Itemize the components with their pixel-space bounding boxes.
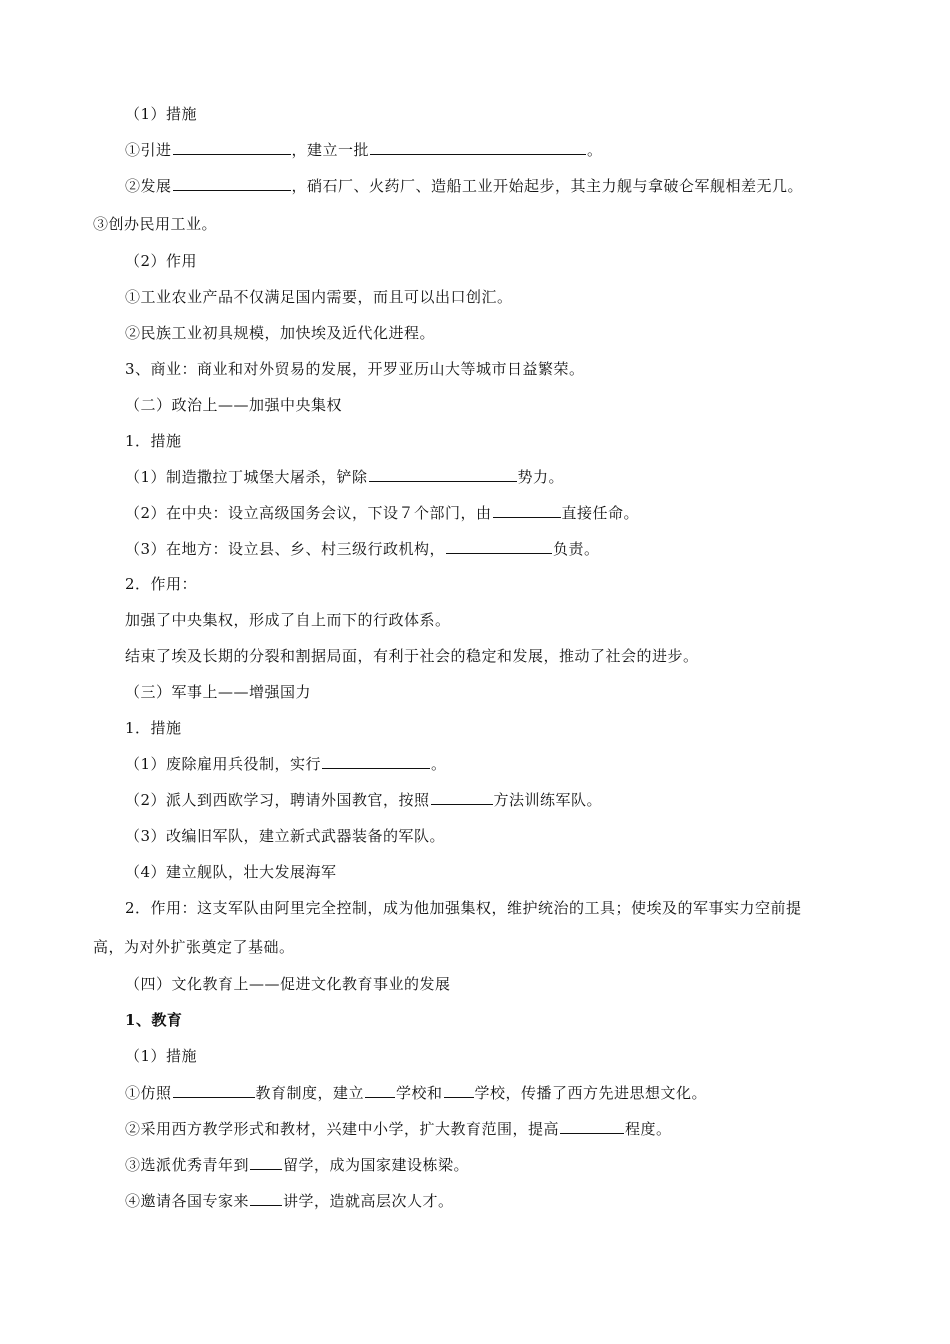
section-heading: （四）文化教育上——促进文化教育事业的发展 <box>125 975 451 993</box>
text-segment: ，硝石厂、火药厂、造船工业开始起步，其主力舰与拿破仑军舰相差无几。 <box>291 177 804 195</box>
text-segment: 势力。 <box>517 468 565 486</box>
text-segment: 学校和 <box>396 1084 443 1102</box>
answer-blank[interactable] <box>369 466 517 482</box>
text-segment: ①引进 <box>125 141 172 159</box>
text-segment: 学校，传播了西方先进思想文化。 <box>474 1084 708 1102</box>
answer-blank[interactable] <box>250 1190 282 1206</box>
text-segment: （3）在地方：设立县、乡、村三级行政机构， <box>125 540 446 558</box>
text-line: 1．措施 <box>125 719 182 737</box>
text-segment: 直接任命。 <box>561 504 640 522</box>
answer-blank[interactable] <box>560 1118 624 1134</box>
text-segment: （2）派人到西欧学习，聘请外国教官，按照 <box>125 791 430 809</box>
text-line: ①工业农业产品不仅满足国内需要，而且可以出口创汇。 <box>125 288 513 306</box>
text-segment: （1）废除雇用兵役制，实行 <box>125 755 322 773</box>
answer-blank[interactable] <box>173 1082 255 1098</box>
answer-blank[interactable] <box>173 139 291 155</box>
fill-in-line <box>125 1118 672 1139</box>
answer-blank[interactable] <box>446 538 552 554</box>
fill-in-line <box>125 175 803 196</box>
answer-blank[interactable] <box>365 1082 395 1098</box>
text-line: （1）措施 <box>125 1047 198 1065</box>
fill-in-line <box>125 789 602 810</box>
text-segment: 方法训练军队。 <box>493 791 603 809</box>
fill-in-line <box>125 1190 454 1211</box>
answer-blank[interactable] <box>431 789 493 805</box>
answer-blank[interactable] <box>444 1082 474 1098</box>
section-heading: （三）军事上——增强国力 <box>125 683 312 701</box>
text-line: （3）改编旧军队，建立新式武器装备的军队。 <box>125 827 446 845</box>
text-line: 高，为对外扩张奠定了基础。 <box>93 938 295 956</box>
text-line: 2．作用： <box>125 575 198 593</box>
text-segment: ②采用西方教学形式和教材，兴建中小学，扩大教育范围，提高 <box>125 1120 560 1138</box>
text-segment: 。 <box>587 141 603 159</box>
text-line: 加强了中央集权，形成了自上而下的行政体系。 <box>125 611 451 629</box>
text-line: 结束了埃及长期的分裂和割据局面，有利于社会的稳定和发展，推动了社会的进步。 <box>125 647 699 665</box>
fill-in-line <box>125 1082 707 1103</box>
answer-blank[interactable] <box>250 1154 282 1170</box>
text-segment: 教育制度，建立 <box>255 1084 365 1102</box>
text-line: 3、商业：商业和对外贸易的发展，开罗亚历山大等城市日益繁荣。 <box>125 360 585 378</box>
fill-in-line <box>125 466 564 487</box>
text-segment: 讲学，造就高层次人才。 <box>283 1192 454 1210</box>
text-segment: ④邀请各国专家来 <box>125 1192 250 1210</box>
fill-in-line <box>125 753 447 774</box>
text-segment: 。 <box>431 755 447 773</box>
answer-blank[interactable] <box>322 753 430 769</box>
fill-in-line <box>125 538 600 559</box>
text-line: （1）措施 <box>125 105 198 123</box>
text-segment: 程度。 <box>625 1120 672 1138</box>
text-segment: ②发展 <box>125 177 172 195</box>
answer-blank[interactable] <box>173 175 291 191</box>
fill-in-line <box>125 139 603 160</box>
subsection-heading: 1、教育 <box>125 1011 183 1029</box>
text-segment: ①仿照 <box>125 1084 172 1102</box>
text-line: ②民族工业初具规模，加快埃及近代化进程。 <box>125 324 436 342</box>
text-segment: （1）制造撒拉丁城堡大屠杀，铲除 <box>125 468 368 486</box>
section-heading: （二）政治上——加强中央集权 <box>125 396 343 414</box>
text-segment: 负责。 <box>553 540 600 558</box>
text-segment: ③选派优秀青年到 <box>125 1156 250 1174</box>
answer-blank[interactable] <box>370 139 586 155</box>
text-line: （2）作用 <box>125 252 198 270</box>
text-line: 2．作用：这支军队由阿里完全控制，成为他加强集权，维护统治的工具；使埃及的军事实力空前提 <box>125 899 802 917</box>
fill-in-line <box>125 502 639 523</box>
text-segment: 留学，成为国家建设栋梁。 <box>283 1156 470 1174</box>
answer-blank[interactable] <box>493 502 561 518</box>
text-segment: （2）在中央：设立高级国务会议，下设７个部门，由 <box>125 504 492 522</box>
text-line: 1．措施 <box>125 432 182 450</box>
text-line: （4）建立舰队，壮大发展海军 <box>125 863 337 881</box>
text-segment: ，建立一批 <box>291 141 370 159</box>
text-line: ③创办民用工业。 <box>93 215 218 233</box>
fill-in-line <box>125 1154 469 1175</box>
